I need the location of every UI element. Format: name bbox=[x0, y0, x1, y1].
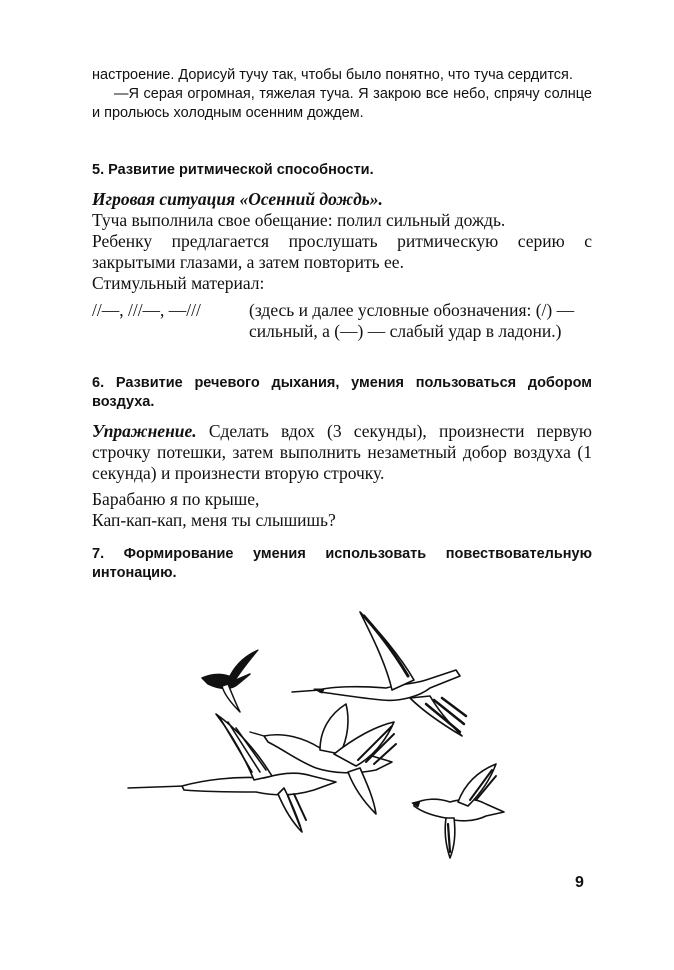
section-5-heading: 5. Развитие ритмической способности. bbox=[92, 162, 374, 178]
wild-goose-icon bbox=[412, 764, 504, 858]
goose-icon bbox=[128, 714, 336, 832]
swallow-icon bbox=[202, 650, 258, 712]
page-number: 9 bbox=[575, 874, 584, 891]
poem-line-1: Барабаню я по крыше, bbox=[92, 489, 260, 509]
crane-icon bbox=[292, 612, 466, 736]
poem-line-2: Кап-кап-кап, меня ты слышишь? bbox=[92, 510, 336, 530]
cloud-quote: —Я серая огромная, тяжелая туча. Я закрою все небо, спрячу солнце и прольюсь холодным осенним дождем. bbox=[92, 86, 592, 121]
section-5-paragraph-3: Стимульный материал: bbox=[92, 273, 265, 293]
rhythm-symbols: //—, ///—, —/// bbox=[92, 300, 201, 320]
section-5-paragraph-1: Туча выполнила свое обещание: полил сильный дождь. bbox=[92, 210, 506, 230]
poem bbox=[92, 489, 592, 531]
section-5-paragraph-2: Ребенку предлагается прослушать ритмическую серию с закрытыми глазами, а затем повторить ее. bbox=[92, 231, 592, 272]
flying-birds-illustration bbox=[124, 600, 524, 860]
swan-icon bbox=[250, 704, 396, 814]
section-7-heading: 7. Формирование умения использовать повествовательную интонацию. bbox=[92, 546, 592, 581]
game-situation-label: Игровая ситуация «Осенний дождь». bbox=[92, 189, 383, 209]
section-5-body bbox=[92, 189, 592, 294]
intro-text: настроение. Дорисуй тучу так, чтобы было понятно, что туча сердится. bbox=[92, 67, 573, 83]
exercise-text: Сделать вдох (3 секунды), произнести первую строчку потешки, затем выполнить незаметный добор воздуха (1 секунда) и произнести вторую строчку. bbox=[92, 421, 592, 483]
section-6-heading: 6. Развитие речевого дыхания, умения пользоваться добором воздуха. bbox=[92, 375, 592, 410]
exercise-label: Упражнение. bbox=[92, 421, 197, 441]
rhythm-legend: (здесь и далее условные обозначения: (/) — сильный, а (—) — слабый удар в ладони.) bbox=[249, 300, 575, 341]
intro-block bbox=[92, 66, 592, 123]
exercise-paragraph bbox=[92, 421, 592, 484]
